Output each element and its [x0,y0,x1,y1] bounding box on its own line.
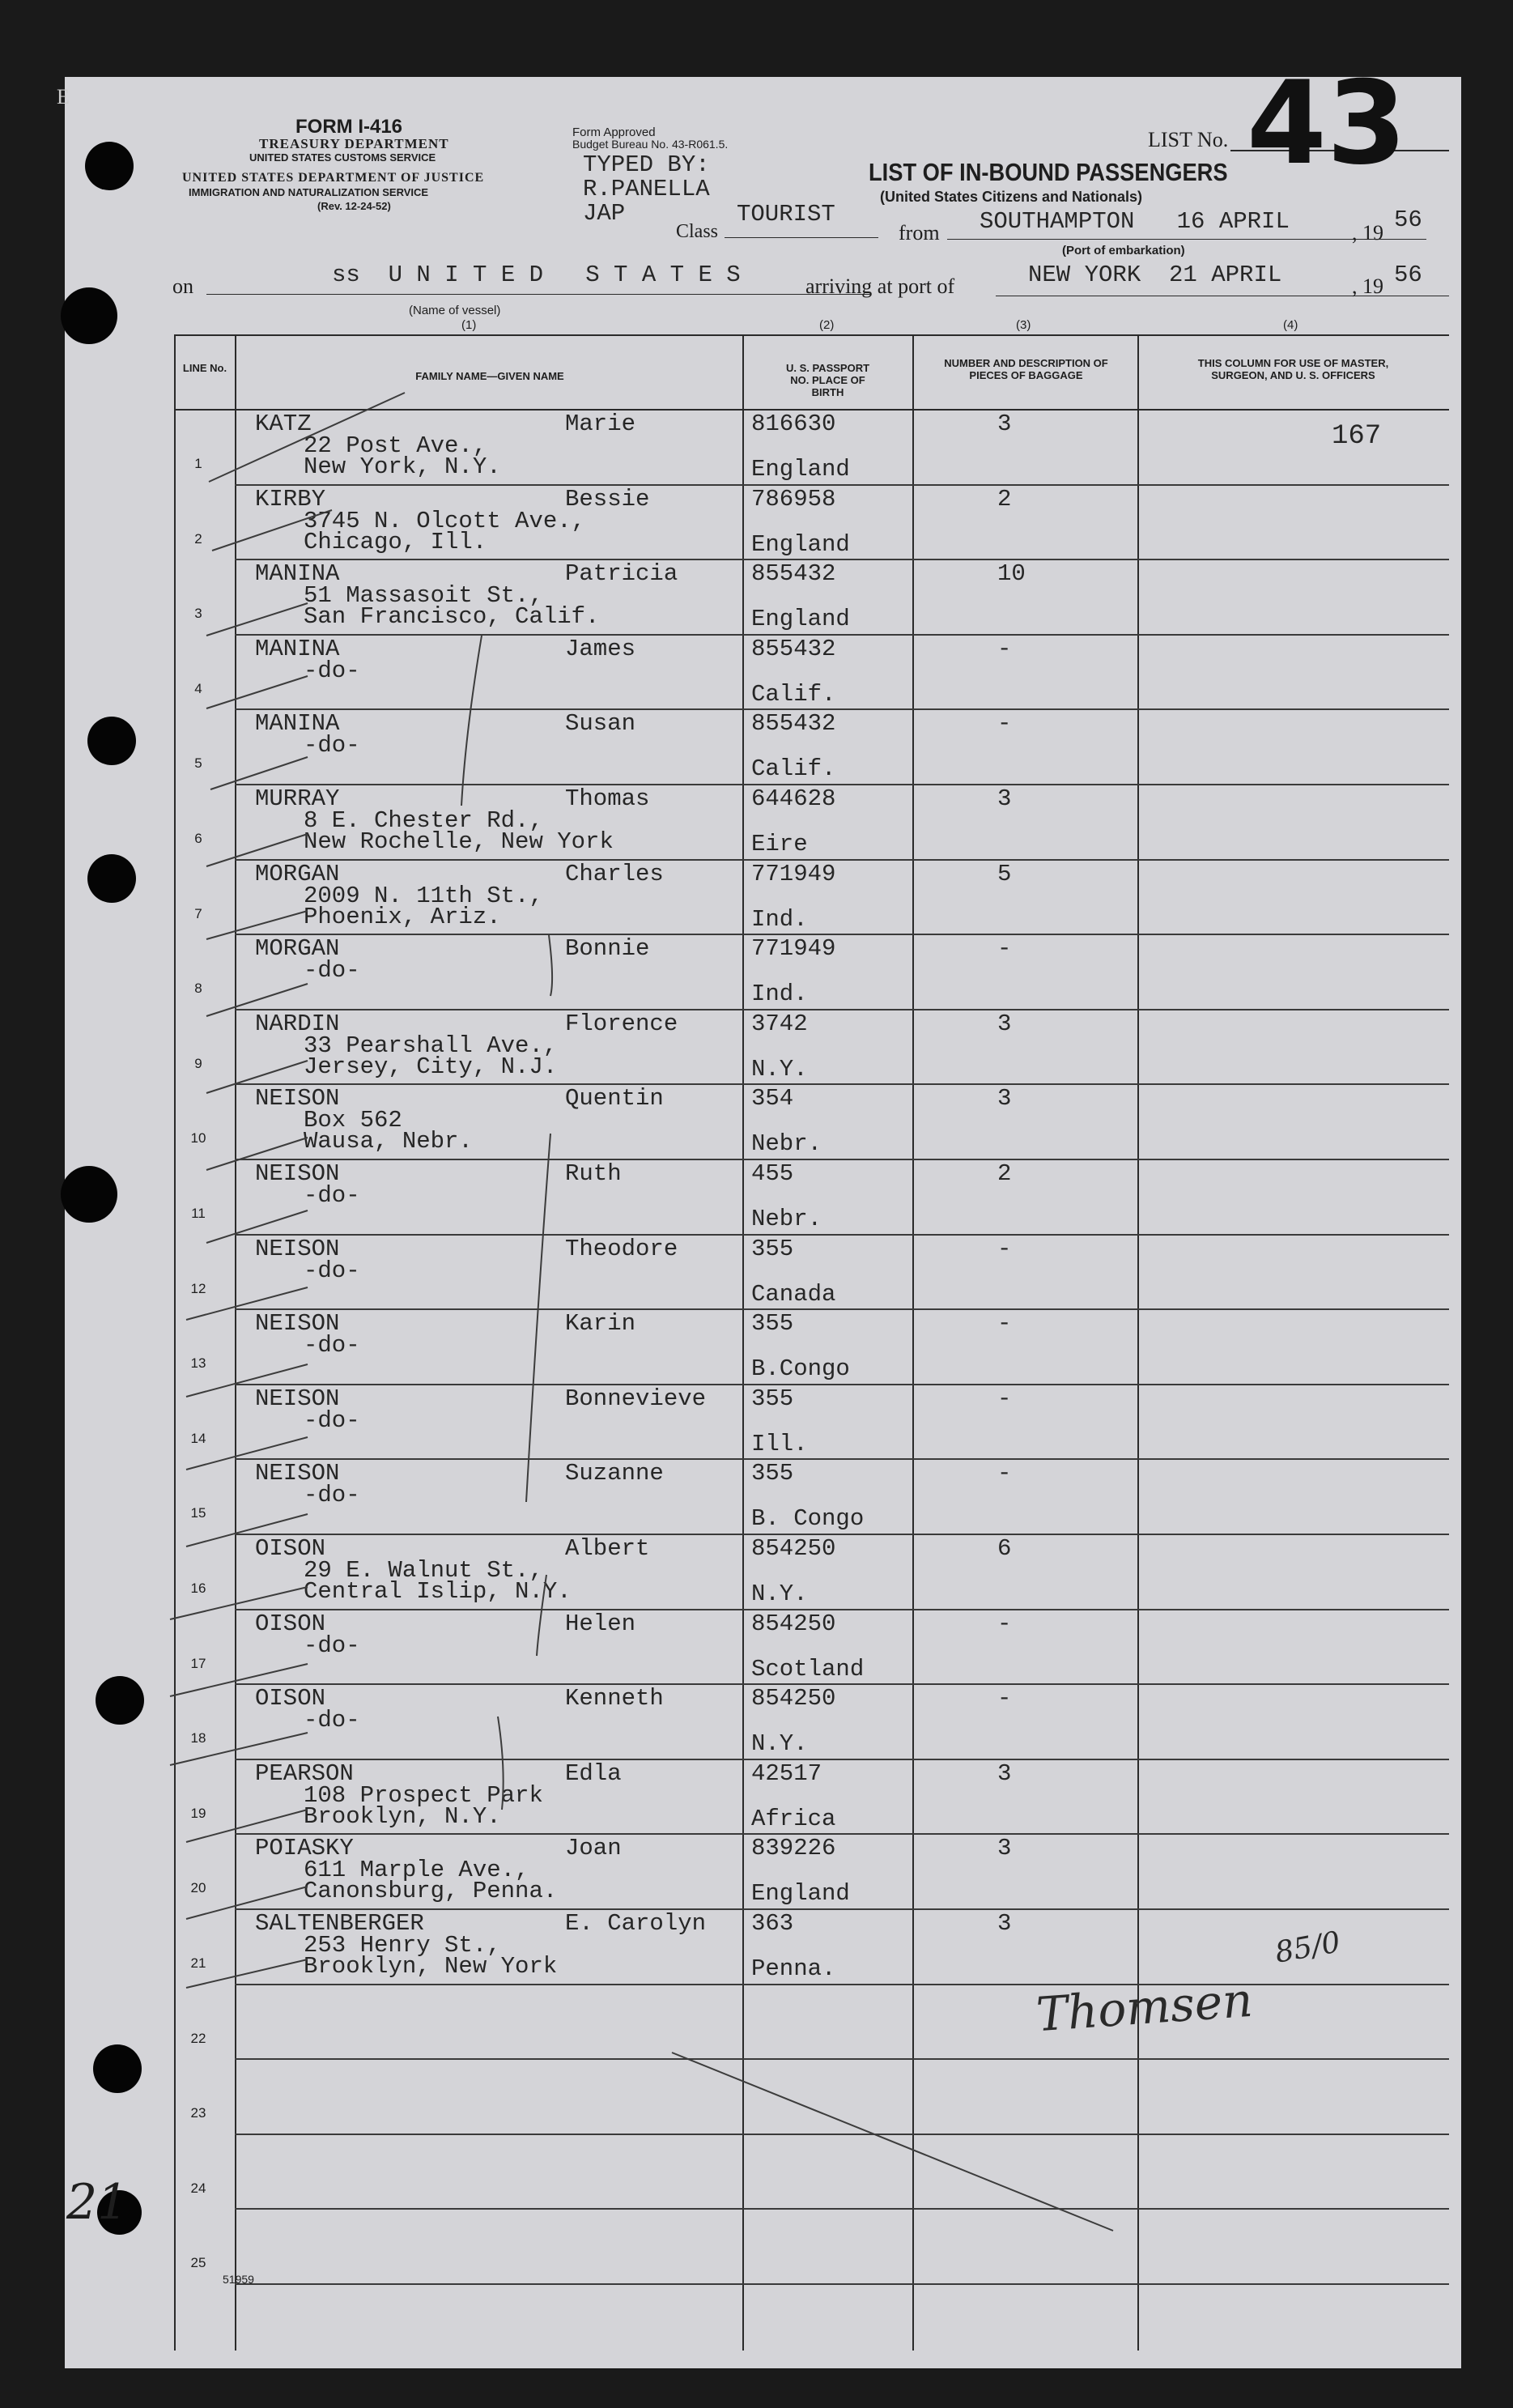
col-num-1: (1) [461,318,477,332]
class-label: Class [676,221,719,242]
given-name: Albert [565,1535,650,1562]
typed-by-label: TYPED BY: [583,151,710,178]
from-caption: (Port of embarkation) [1062,244,1185,257]
family-name: NEISON [255,1085,340,1113]
address-line-2: New Rochelle, New York [304,828,614,855]
baggage-count: 10 [997,560,1026,588]
footer-code: 51959 [223,2273,254,2286]
family-name: MANINA [255,635,340,662]
header-passport: U. S. PASSPORT NO. PLACE OF BIRTH [785,362,870,398]
header-baggage: NUMBER AND DESCRIPTION OF PIECES OF BAGGAGE [944,357,1108,381]
given-name: Charles [565,860,664,887]
place-of-birth: B. Congo [751,1505,865,1533]
pencil-tick [206,1210,308,1243]
baggage-count: 3 [997,1910,1012,1937]
address-line-1: 3745 N. Olcott Ave., [304,507,586,534]
place-of-birth: Ill. [751,1430,808,1457]
address-line-1: -do- [304,1707,360,1734]
pencil-bracket [526,1134,550,1502]
given-name: James [565,635,636,662]
baggage-count: - [997,1460,1012,1487]
passport-number: 3742 [751,1010,808,1037]
baggage-count: - [997,1610,1012,1637]
passenger-manifest-page [57,57,1461,2368]
arriving-label: arriving at port of [805,274,955,298]
pencil-bracket [498,1717,504,1810]
line-number: 12 [190,1280,206,1296]
address-line-1: -do- [304,1406,360,1434]
address-line-1: -do- [304,957,360,985]
family-name: MORGAN [255,860,340,887]
family-name: MORGAN [255,935,340,963]
passport-number: 42517 [751,1759,822,1787]
baggage-count: - [997,1235,1012,1262]
baggage-count: - [997,1685,1012,1712]
line-number: 18 [190,1730,206,1746]
corner-mark: E [57,85,70,108]
pencil-tick [170,1733,308,1765]
form-approved: Form Approved [572,126,656,139]
baggage-count: - [997,710,1012,738]
pencil-tick [186,1810,308,1842]
line-number: 23 [190,2105,206,2121]
col-num-4: (4) [1283,318,1298,332]
list-no-label: LIST No. [1148,128,1229,151]
typed-by-initials: JAP [583,200,626,227]
baggage-count: 3 [997,785,1012,812]
passport-number: 854250 [751,1535,836,1562]
pencil-tick [206,1061,308,1093]
family-name: POIASKY [255,1835,354,1862]
page-subtitle: (United States Citizens and Nationals) [880,189,1143,205]
address-line-1: -do- [304,1182,360,1209]
pencil-tick [186,1287,308,1320]
place-of-birth: Ind. [751,905,808,933]
address-line-1: 51 Massasoit St., [304,582,543,610]
baggage-count: 2 [997,1160,1012,1187]
line-number: 16 [190,1581,206,1596]
place-of-birth: England [751,456,850,483]
place-of-birth: Calif. [751,680,836,708]
class-value: TOURIST [737,201,835,228]
passport-number: 855432 [751,710,836,738]
place-of-birth: Calif. [751,755,836,783]
arriving-value: NEW YORK 21 APRIL [1028,262,1282,288]
address-line-2: Jersey, City, N.J. [304,1053,558,1080]
address-line-1: 8 E. Chester Rd., [304,807,543,834]
given-name: Edla [565,1759,622,1787]
passport-number: 455 [751,1160,794,1187]
address-line-1: 611 Marple Ave., [304,1857,529,1884]
given-name: Karin [565,1310,636,1338]
pencil-tick [186,1437,308,1470]
passport-number: 771949 [751,860,836,887]
baggage-count: 3 [997,1010,1012,1037]
passport-number: 644628 [751,785,836,812]
signature-note: 85/0 [1273,1925,1343,1970]
address-line-2: Brooklyn, New York [304,1953,558,1980]
place-of-birth: England [751,530,850,558]
pencil-tick [206,603,308,636]
line-number: 3 [194,606,202,622]
passport-number: 854250 [751,1685,836,1712]
address-line-1: -do- [304,732,360,759]
arriving-year-prefix: , 19 [1352,274,1383,298]
family-name: KATZ [255,411,312,437]
col-num-2: (2) [819,318,835,332]
baggage-count: 3 [997,1085,1012,1113]
on-label: on [172,274,193,298]
pencil-tick [209,393,405,482]
vessel-caption: (Name of vessel) [409,304,501,317]
pencil-tick [170,1587,308,1619]
address-line-1: 108 Prospect Park [304,1781,543,1809]
given-name: E. Carolyn [565,1910,707,1937]
passport-number: 854250 [751,1610,836,1637]
family-name: NARDIN [255,1010,340,1037]
family-name: MANINA [255,560,340,588]
line-number: 11 [191,1206,206,1221]
address-line-2: Chicago, Ill. [304,528,487,555]
address-line-1: 253 Henry St., [304,1932,501,1959]
baggage-count: 6 [997,1535,1012,1562]
address-line-1: 29 E. Walnut St., [304,1557,543,1584]
baggage-count: - [997,1385,1012,1412]
address-line-2: New York, N.Y. [304,453,501,480]
address-line-1: 22 Post Ave., [304,432,487,459]
passport-number: 855432 [751,560,836,588]
line-number: 17 [190,1655,206,1671]
header-officers: THIS COLUMN FOR USE OF MASTER, SURGEON, AND U. S. OFFICERS [1197,357,1389,381]
given-name: Helen [565,1610,636,1637]
given-name: Suzanne [565,1460,664,1487]
given-name: Ruth [565,1160,622,1187]
passport-number: 786958 [751,485,836,513]
address-line-1: -do- [304,1257,360,1284]
pencil-bracket [549,935,552,996]
given-name: Bonnie [565,935,650,963]
line-number: 22 [190,2030,206,2046]
officer-note: 167 [1332,421,1382,452]
place-of-birth: Scotland [751,1655,865,1683]
passport-number: 839226 [751,1835,836,1862]
family-name: NEISON [255,1385,340,1412]
pencil-tick [206,676,308,708]
line-number: 1 [194,456,202,471]
family-name: NEISON [255,1160,340,1187]
baggage-count: - [997,935,1012,963]
given-name: Bonnevieve [565,1385,707,1412]
pencil-tick [206,1138,308,1170]
line-number: 20 [190,1880,206,1896]
form-ins: IMMIGRATION AND NATURALIZATION SERVICE [189,186,429,198]
line-number: 13 [190,1355,206,1372]
header-name: FAMILY NAME—GIVEN NAME [415,370,564,382]
given-name: Quentin [565,1085,664,1113]
line-number: 9 [194,1055,202,1071]
family-name: NEISON [255,1460,340,1487]
margin-note: 21 [66,2174,129,2231]
line-number: 6 [194,831,202,846]
from-label: from [899,221,940,245]
form-service: UNITED STATES CUSTOMS SERVICE [249,151,436,164]
col-num-3: (3) [1016,318,1031,332]
place-of-birth: Nebr. [751,1206,822,1232]
line-number: 10 [190,1130,206,1147]
family-name: OISON [255,1685,326,1712]
pencil-tick [210,757,308,789]
place-of-birth: Nebr. [751,1130,822,1158]
pencil-tick [186,1959,308,1988]
address-line-1: -do- [304,1632,360,1659]
place-of-birth: Penna. [751,1955,836,1982]
typed-by-name: R.PANELLA [583,176,710,202]
family-name: OISON [255,1610,326,1637]
line-number: 7 [194,905,202,921]
arriving-year: 56 [1394,262,1422,288]
line-number: 8 [194,981,202,997]
given-name: Joan [565,1835,622,1862]
pencil-bracket [537,1575,546,1656]
place-of-birth: Africa [751,1805,836,1832]
line-number: 2 [194,530,202,547]
line-number: 15 [190,1505,206,1521]
form-rev: (Rev. 12-24-52) [317,200,391,212]
signature: Thomsen [1034,1972,1255,2043]
place-of-birth: England [751,606,850,633]
baggage-count: - [997,635,1012,662]
pencil-tick [206,911,308,939]
pencil-tick [186,1364,308,1397]
pencil-tick [206,984,308,1016]
address-line-2: Wausa, Nebr. [304,1128,473,1155]
line-number: 4 [194,680,202,696]
baggage-count: 3 [997,1835,1012,1862]
place-of-birth: Ind. [751,981,808,1008]
place-of-birth: N.Y. [751,1055,808,1083]
given-name: Thomas [565,785,650,812]
address-line-1: -do- [304,1332,360,1359]
pencil-tick [186,1887,308,1919]
given-name: Kenneth [565,1685,664,1712]
pencil-slash [672,2053,1113,2231]
passport-number: 355 [751,1460,794,1487]
place-of-birth: N.Y. [751,1581,808,1607]
family-name: MANINA [255,710,340,738]
line-number: 5 [194,755,202,772]
place-of-birth: England [751,1880,850,1908]
form-dept: TREASURY DEPARTMENT [259,136,449,151]
passport-number: 363 [751,1910,794,1937]
baggage-count: 2 [997,485,1012,513]
address-line-2: Canonsburg, Penna. [304,1878,558,1905]
list-number: 43 [1247,57,1407,190]
vessel-name: ss U N I T E D S T A T E S [332,262,741,288]
place-of-birth: Eire [751,831,808,857]
address-line-1: 33 Pearshall Ave., [304,1032,558,1059]
line-number: 24 [190,2180,206,2196]
line-number: 21 [190,1955,206,1971]
line-number: 19 [190,1805,206,1821]
passport-number: 771949 [751,935,836,963]
form-budget: Budget Bureau No. 43-R061.5. [572,138,729,151]
form-number: FORM I-416 [295,116,403,138]
address-line-2: Brooklyn, N.Y. [304,1802,501,1830]
place-of-birth: N.Y. [751,1730,808,1758]
pencil-bracket [461,636,482,806]
baggage-count: 3 [997,1759,1012,1787]
given-name: Susan [565,710,636,738]
form-justice: UNITED STATES DEPARTMENT OF JUSTICE [182,171,485,185]
passport-number: 355 [751,1385,794,1412]
given-name: Marie [565,411,636,437]
given-name: Patricia [565,560,678,588]
from-year: 56 [1394,206,1422,233]
family-name: PEARSON [255,1759,354,1787]
passport-number: 816630 [751,411,836,437]
from-value: SOUTHAMPTON 16 APRIL [980,208,1290,235]
pencil-tick [170,1664,308,1696]
pencil-tick [212,510,332,551]
family-name: NEISON [255,1235,340,1262]
passport-number: 355 [751,1235,794,1262]
pencil-tick [186,1514,308,1546]
given-name: Florence [565,1010,678,1037]
family-name: OISON [255,1535,326,1562]
baggage-count: 3 [997,411,1012,437]
family-name: NEISON [255,1310,340,1338]
family-name: MURRAY [255,785,340,812]
header-line-no: LINE No. [182,362,227,374]
address-line-2: San Francisco, Calif. [304,603,600,631]
family-name: SALTENBERGER [255,1910,424,1937]
passport-number: 355 [751,1310,794,1338]
address-line-1: -do- [304,657,360,684]
line-number: 25 [190,2255,206,2271]
place-of-birth: B.Congo [751,1355,850,1383]
place-of-birth: Canada [751,1280,836,1308]
line-number: 14 [190,1430,206,1446]
page-title: LIST OF IN-BOUND PASSENGERS [869,158,1228,186]
baggage-count: - [997,1310,1012,1338]
given-name: Bessie [565,485,650,513]
passport-number: 855432 [751,635,836,662]
pencil-tick [206,834,308,866]
given-name: Theodore [565,1235,678,1262]
address-line-1: 2009 N. 11th St., [304,882,543,909]
family-name: KIRBY [255,485,326,513]
address-line-2: Phoenix, Ariz. [304,903,501,930]
passport-number: 354 [751,1085,794,1113]
address-line-1: -do- [304,1482,360,1509]
baggage-count: 5 [997,860,1012,887]
from-year-prefix: , 19 [1352,221,1383,245]
address-line-2: Central Islip, N.Y. [304,1578,572,1605]
address-line-1: Box 562 [304,1107,402,1134]
